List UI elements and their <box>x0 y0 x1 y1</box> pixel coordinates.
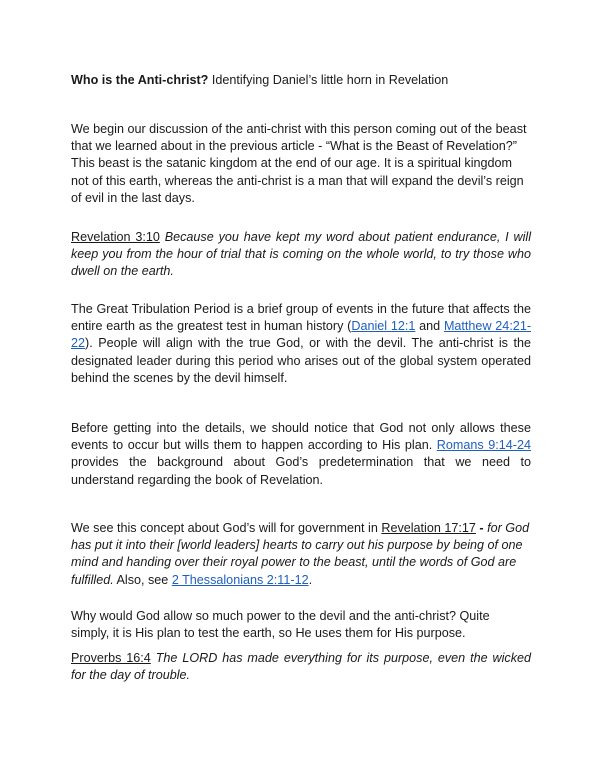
paragraph-text: Also, see <box>113 572 172 587</box>
revelation-3-10-quote <box>71 229 531 281</box>
scripture-reference: Revelation 3:10 <box>71 230 160 244</box>
title-question: Who is the Anti-christ? <box>71 73 209 87</box>
paragraph-text: and <box>415 319 444 334</box>
scripture-reference: Proverbs 16:4 <box>71 651 151 665</box>
scripture-quote: The LORD has made everything for its purpose, even the wicked for the day of trouble. <box>71 651 531 683</box>
article-title <box>71 72 531 89</box>
romans-9-14-24-link[interactable]: Romans 9:14-24 <box>436 438 531 453</box>
tribulation-paragraph <box>71 301 531 387</box>
revelation-17-17-reference: Revelation 17:17 <box>381 521 476 535</box>
paragraph-text: The Great Tribulation Period is a brief group of events in the future that affects the entire earth as the greatest test in human history ( <box>71 302 531 334</box>
paragraph-text: . <box>308 572 313 587</box>
paragraph-text: Before getting into the details, we should notice that God not only allows these events to occur but wills them to happen according to His plan. <box>71 421 531 453</box>
intro-paragraph: We begin our discussion of the anti-christ with this person coming out of the beast that we learned about in the previous article - “What is the Beast of Revelation?” This beast is the satanic kingdom at the end of our age. It is a spiritual kingdom not of this earth, whereas the anti-christ is a man that will expand the devil’s reign of evil in the last days. <box>71 122 527 205</box>
daniel-12-1-link[interactable]: Daniel 12:1 <box>351 319 416 334</box>
paragraph-text: provides the background about God’s predetermination that we need to understand regarding the book of Revelation. <box>71 455 531 487</box>
scripture-quote: for God has put it into their [world leaders] hearts to carry out his purpose by being of one mind and handing over their royal power to the beast, until the words of God are fulfilled. <box>71 521 530 587</box>
paragraph-text: ). People will align with the true God, or with the devil. The anti-christ is the designated leader during this period who arises out of the global system operated behind the scenes by the devil himself. <box>71 336 531 385</box>
question-paragraph: Why would God allow so much power to the devil and the anti-christ? Quite simply, it is His plan to test the earth, so He uses them for His purpose. <box>71 609 490 641</box>
predetermination-paragraph <box>71 420 531 489</box>
proverbs-16-4-quote <box>71 650 531 684</box>
dash: - <box>475 521 488 535</box>
title-subtitle: Identifying Daniel’s little horn in Revelation <box>208 73 449 87</box>
matthew-24-21-22-link[interactable]: Matthew 24:21-22 <box>71 319 532 351</box>
paragraph-text: We see this concept about God’s will for government in <box>71 521 382 535</box>
scripture-quote: Because you have kept my word about patient endurance, I will keep you from the hour of trial that is coming on the whole world, to try those who dwell on the earth. <box>71 230 531 279</box>
government-paragraph <box>71 520 531 589</box>
2-thessalonians-2-11-12-link[interactable]: 2 Thessalonians 2:11-12 <box>171 572 309 587</box>
